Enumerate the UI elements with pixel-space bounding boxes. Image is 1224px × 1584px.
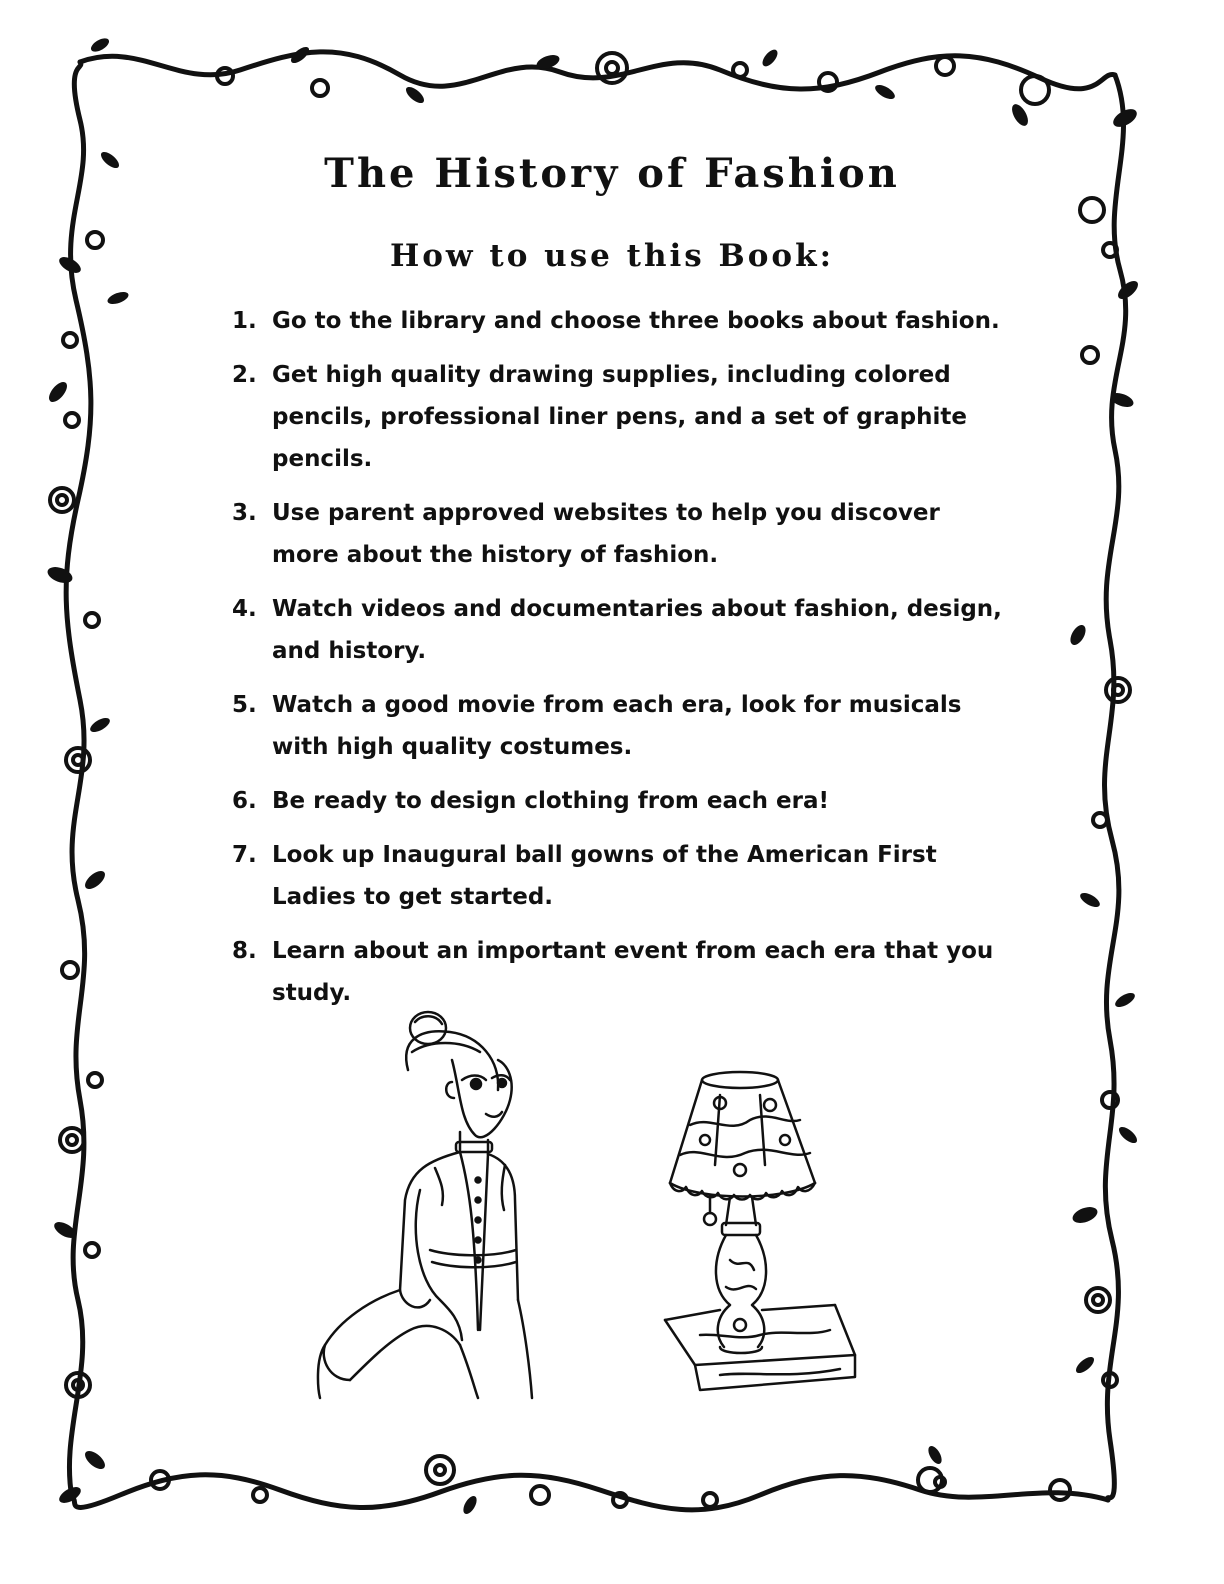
list-item xyxy=(232,588,1002,672)
victorian-lady-illustration xyxy=(310,1000,540,1400)
step-number: 7. xyxy=(232,842,257,868)
step-text: Watch a good movie from each era, look for musicals with high quality costumes. xyxy=(272,692,962,760)
step-number: 5. xyxy=(232,692,257,718)
step-number: 8. xyxy=(232,938,257,964)
step-number: 2. xyxy=(232,362,257,388)
step-number: 1. xyxy=(232,308,257,334)
step-text: Use parent approved websites to help you discover more about the history of fashion. xyxy=(272,500,940,568)
table-lamp-illustration xyxy=(660,1065,860,1395)
list-item xyxy=(232,300,1002,342)
page-title: The History of Fashion xyxy=(324,150,900,197)
step-text: Get high quality drawing supplies, including colored pencils, professional liner pens, and a set of graphite pencils. xyxy=(272,362,967,472)
step-text: Learn about an important event from each era that you study. xyxy=(272,938,994,1006)
list-item xyxy=(232,780,1002,822)
step-number: 6. xyxy=(232,788,257,814)
step-number: 4. xyxy=(232,596,257,622)
step-text: Be ready to design clothing from each era! xyxy=(272,788,829,814)
step-text: Watch videos and documentaries about fashion, design, and history. xyxy=(272,596,1002,664)
page-subtitle: How to use this Book: xyxy=(389,238,835,274)
step-number: 3. xyxy=(232,500,257,526)
list-item xyxy=(232,354,1002,480)
step-text: Look up Inaugural ball gowns of the American First Ladies to get started. xyxy=(272,842,937,910)
list-item xyxy=(232,834,1002,918)
step-text: Go to the library and choose three books about fashion. xyxy=(272,308,1000,334)
list-item xyxy=(232,492,1002,576)
list-item xyxy=(232,684,1002,768)
instruction-list xyxy=(232,300,1002,1026)
